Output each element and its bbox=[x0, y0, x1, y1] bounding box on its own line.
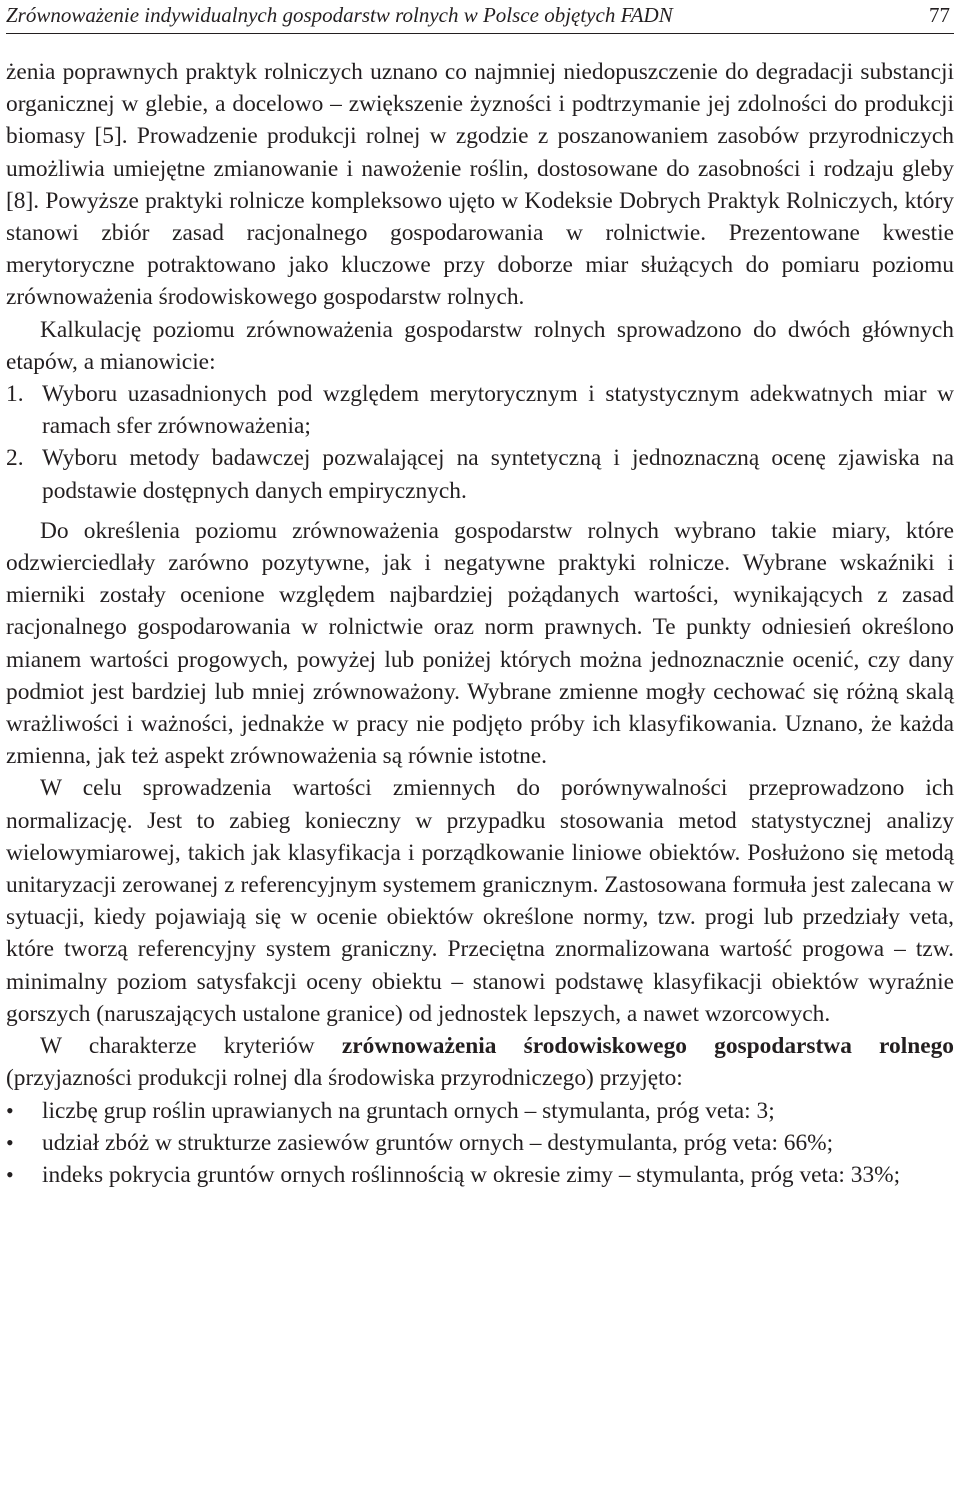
list-item bbox=[6, 1159, 954, 1191]
list-number: 1. bbox=[6, 381, 24, 408]
paragraph-1: żenia poprawnych praktyk rolniczych uznano co najmniej niedopuszczenie do degradacji substancji organicznej w glebie, a docelowo – zwiększenie żyzności i podtrzymanie jej zdolności do produkcji biomasy [5]. Prowadzenie produkcji rolnej w zgodzie z poszanowaniem zasobów przyrodniczych umożliwia umiejętne zmianowanie i nawożenie roślin, dostosowane do zasobności i rodzaju gleby [8]. Powyższe praktyki rolnicze kompleksowo ujęto w Kodeksie Dobrych Praktyk Rolniczych, który stanowi zbiór zasad racjonalnego gospodarowania w rolnictwie. Prezentowane kwestie merytoryczne potraktowano jako kluczowe przy doborze miar służących do pomiaru poziomu zrównoważenia środowiskowego gospodarstw rolnych. bbox=[6, 59, 954, 311]
list-text: liczbę grup roślin uprawianych na gruntach ornych – stymulanta, próg veta: 3; bbox=[42, 1097, 775, 1124]
header-rule bbox=[6, 33, 954, 34]
bullet-list bbox=[6, 1095, 954, 1192]
list-item bbox=[6, 442, 954, 506]
running-head bbox=[6, 0, 954, 30]
paragraph-5 bbox=[6, 1030, 954, 1094]
bullet-icon: • bbox=[6, 1129, 14, 1155]
list-item bbox=[6, 1127, 954, 1159]
bullet-icon: • bbox=[6, 1161, 14, 1187]
paragraph-2: Kalkulację poziomu zrównoważenia gospodarstw rolnych sprowadzono do dwóch głównych etapów, a mianowicie: bbox=[6, 316, 954, 375]
list-item bbox=[6, 378, 954, 442]
list-number: 2. bbox=[6, 445, 24, 472]
list-item bbox=[6, 1095, 954, 1127]
paragraph-4: W celu sprowadzenia wartości zmiennych do porównywalności przeprowadzono ich normalizację. Jest to zabieg konieczny w przypadku stosowania metod statystycznej analizy wielowymiarowej, takich jak klasyfikacja i porządkowanie liniowe obiektów. Posłużono się metodą unitaryzacji zerowanej z referencyjnym systemem granicznym. Zastosowana formuła jest zalecana w sytuacji, kiedy pojawiają się w ocenie obiektów określone normy, tzw. progi lub przedziały veta, które tworzą referencyjny system graniczny. Przeciętna znormalizowana wartość progowa – tzw. minimalny poziom satysfakcji oceny obiektu – stanowi podstawę klasyfikacji obiektów wyraźnie gorszych (naruszających ustalone granice) od jednostek lepszych, a nawet wzorcowych. bbox=[6, 775, 954, 1027]
numbered-list bbox=[6, 378, 954, 507]
paragraph-5-tail: (przyjazności produkcji rolnej dla środowiska przyrodniczego) przyjęto: bbox=[6, 1065, 683, 1092]
body-text bbox=[6, 56, 954, 1191]
paragraph-5-lead: W charakterze kryteriów bbox=[40, 1033, 342, 1060]
bullet-icon: • bbox=[6, 1097, 14, 1123]
list-text: udział zbóż w strukturze zasiewów gruntów ornych – destymulanta, próg veta: 66%; bbox=[42, 1129, 834, 1156]
list-text: indeks pokrycia gruntów ornych roślinnością w okresie zimy – stymulanta, próg veta: 33%; bbox=[42, 1161, 901, 1188]
running-title: Zrównoważenie indywidualnych gospodarstw rolnych w Polsce objętych FADN bbox=[6, 3, 673, 27]
list-text: Wyboru uzasadnionych pod względem merytorycznym i statystycznym adekwatnych miar w ramach sfer zrównoważenia; bbox=[42, 381, 954, 440]
paragraph-3: Do określenia poziomu zrównoważenia gospodarstw rolnych wybrano takie miary, które odzwierciedlały zarówno pozytywne, jak i negatywne praktyki rolnicze. Wybrane wskaźniki i mierniki zostały ocenione względem najbardziej pożądanych wartości, wynikających z zasad racjonalnego gospodarowania w rolnictwie oraz norm prawnych. Te punkty odniesień określono mianem wartości progowych, powyżej lub poniżej których można jednoznacznie ocenić, czy dany podmiot jest bardziej lub mniej zrównoważony. Wybrane zmienne mogły cechować się różną skalą wrażliwości i ważności, jednakże w pracy nie podjęto próby ich klasyfikowania. Uznano, że każda zmienna, jak też aspekt zrównoważenia są równie istotne. bbox=[6, 517, 954, 770]
list-text: Wyboru metody badawczej pozwalającej na syntetyczną i jednoznaczną ocenę zjawiska na podstawie dostępnych danych empirycznych. bbox=[42, 445, 954, 504]
page-number: 77 bbox=[929, 3, 950, 27]
paragraph-5-bold: zrównoważenia środowiskowego gospodarstwa rolnego bbox=[341, 1033, 954, 1060]
